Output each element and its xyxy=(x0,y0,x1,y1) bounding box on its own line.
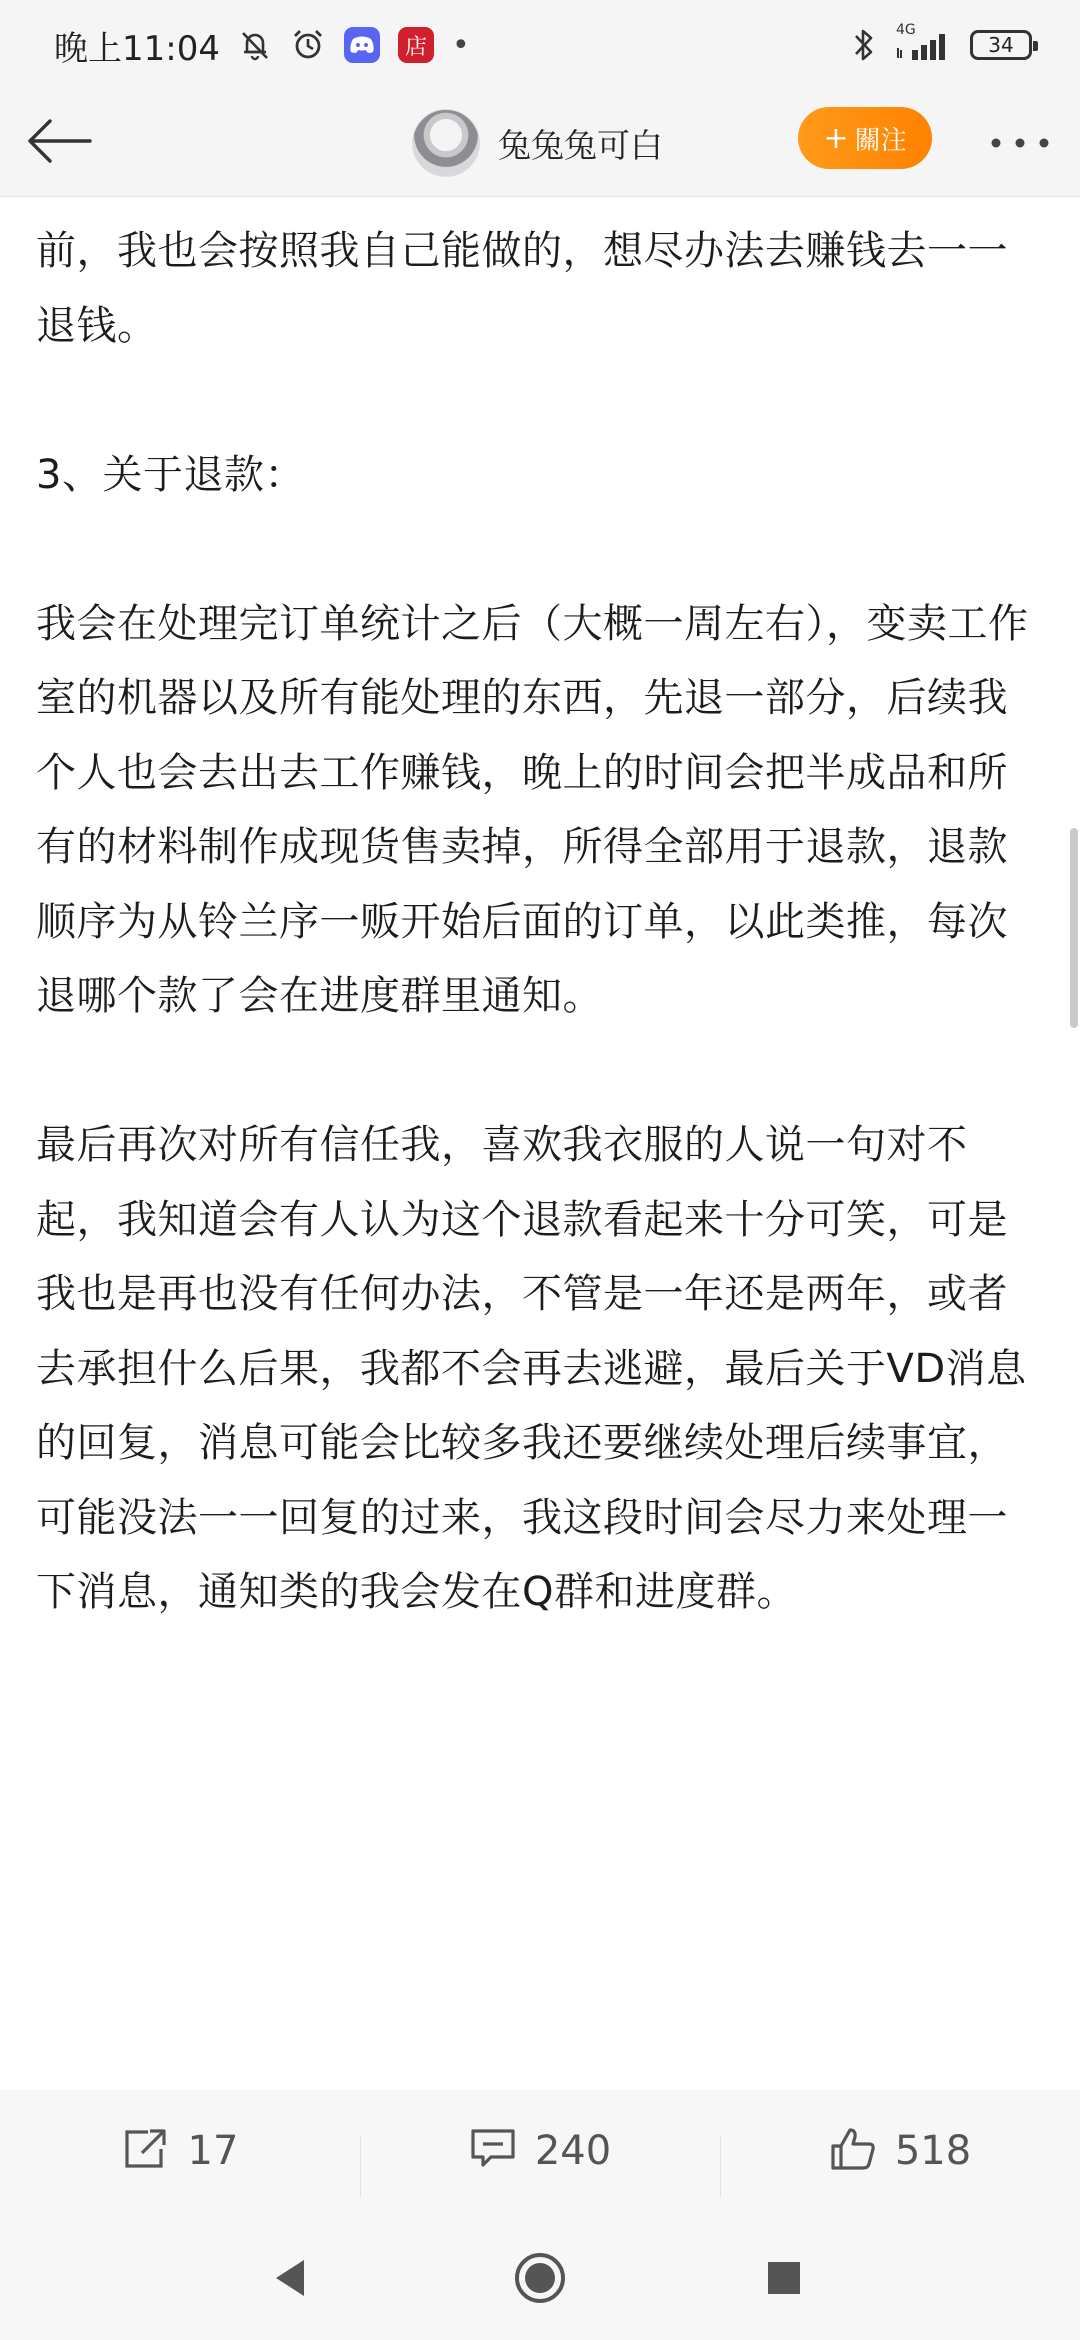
comment-icon xyxy=(469,2127,517,2175)
follow-label: 關注 xyxy=(854,125,907,156)
post-action-bar xyxy=(0,2090,1080,2214)
paragraph: 3、关于退款： xyxy=(36,451,305,498)
signal-strength-icon xyxy=(894,22,952,62)
status-left xyxy=(54,21,470,70)
back-button[interactable] xyxy=(22,108,96,178)
plus-icon: + xyxy=(823,120,849,156)
repost-button[interactable] xyxy=(0,2127,360,2175)
battery-icon: 34 xyxy=(970,30,1032,60)
paragraph: 我会在处理完订单统计之后（大概一周左右），变卖工作室的机器以及所有能处理的东西，先退一部分，后续我个人也会去出去工作赚钱，晚上的时间会把半成品和所有的材料制作成现货售卖掉，所得全部用于退款，退款顺序为从铃兰序一贩开始后面的订单，以此类推，每次退哪个款了会在进度群里通知。 xyxy=(36,600,1029,1019)
network-type-label: 4G xyxy=(896,22,916,38)
like-count: 518 xyxy=(894,2128,972,2174)
discord-app-icon xyxy=(344,27,380,63)
author-info[interactable] xyxy=(412,102,663,184)
system-navigation-bar xyxy=(0,2212,1080,2340)
shop-app-icon: 店 xyxy=(398,27,434,63)
system-back-button[interactable] xyxy=(262,2252,318,2308)
bluetooth-icon xyxy=(852,26,876,64)
more-button[interactable] xyxy=(980,120,1060,166)
thumbs-up-icon xyxy=(829,2126,877,2176)
more-dots-icon xyxy=(988,134,1052,153)
post-body xyxy=(36,214,1046,1704)
arrow-left-icon xyxy=(24,117,94,169)
alarm-clock-icon xyxy=(290,27,326,63)
more-notifications-dot: • xyxy=(451,27,470,63)
status-bar xyxy=(0,0,1080,90)
share-icon xyxy=(122,2127,170,2175)
paragraph: 最后再次对所有信任我，喜欢我衣服的人说一句对不起，我知道会有人认为这个退款看起来十分可笑，可是我也是再也没有任何办法，不管是一年还是两年，或者去承担什么后果，我都不会再去逃避，最后关于VD消息的回复，消息可能会比较多我还要继续处理后续事宜，可能没法一一回复的过来，我这段时间会尽力来处理一下消息，通知类的我会发在Q群和进度群。 xyxy=(36,1122,1027,1615)
post-header xyxy=(0,90,1080,197)
home-circle-icon xyxy=(513,2251,567,2309)
status-time: 晚上11:04 xyxy=(54,28,220,69)
comment-button[interactable] xyxy=(360,2127,720,2175)
paragraph: 前，我也会按照我自己能做的，想尽办法去赚钱去一一退钱。 xyxy=(36,228,1008,349)
avatar[interactable] xyxy=(412,109,480,177)
repost-count: 17 xyxy=(187,2128,239,2174)
triangle-back-icon xyxy=(270,2256,310,2304)
follow-button[interactable] xyxy=(798,107,932,169)
mute-bell-icon xyxy=(238,28,272,62)
author-name[interactable]: 兔兔兔可白 xyxy=(498,125,663,165)
status-right xyxy=(852,22,1032,64)
scrollbar[interactable] xyxy=(1070,828,1078,1028)
system-recents-button[interactable] xyxy=(756,2252,812,2308)
like-button[interactable] xyxy=(720,2126,1080,2176)
system-home-button[interactable] xyxy=(512,2252,568,2308)
comment-count: 240 xyxy=(534,2128,612,2174)
square-recents-icon xyxy=(764,2258,804,2302)
